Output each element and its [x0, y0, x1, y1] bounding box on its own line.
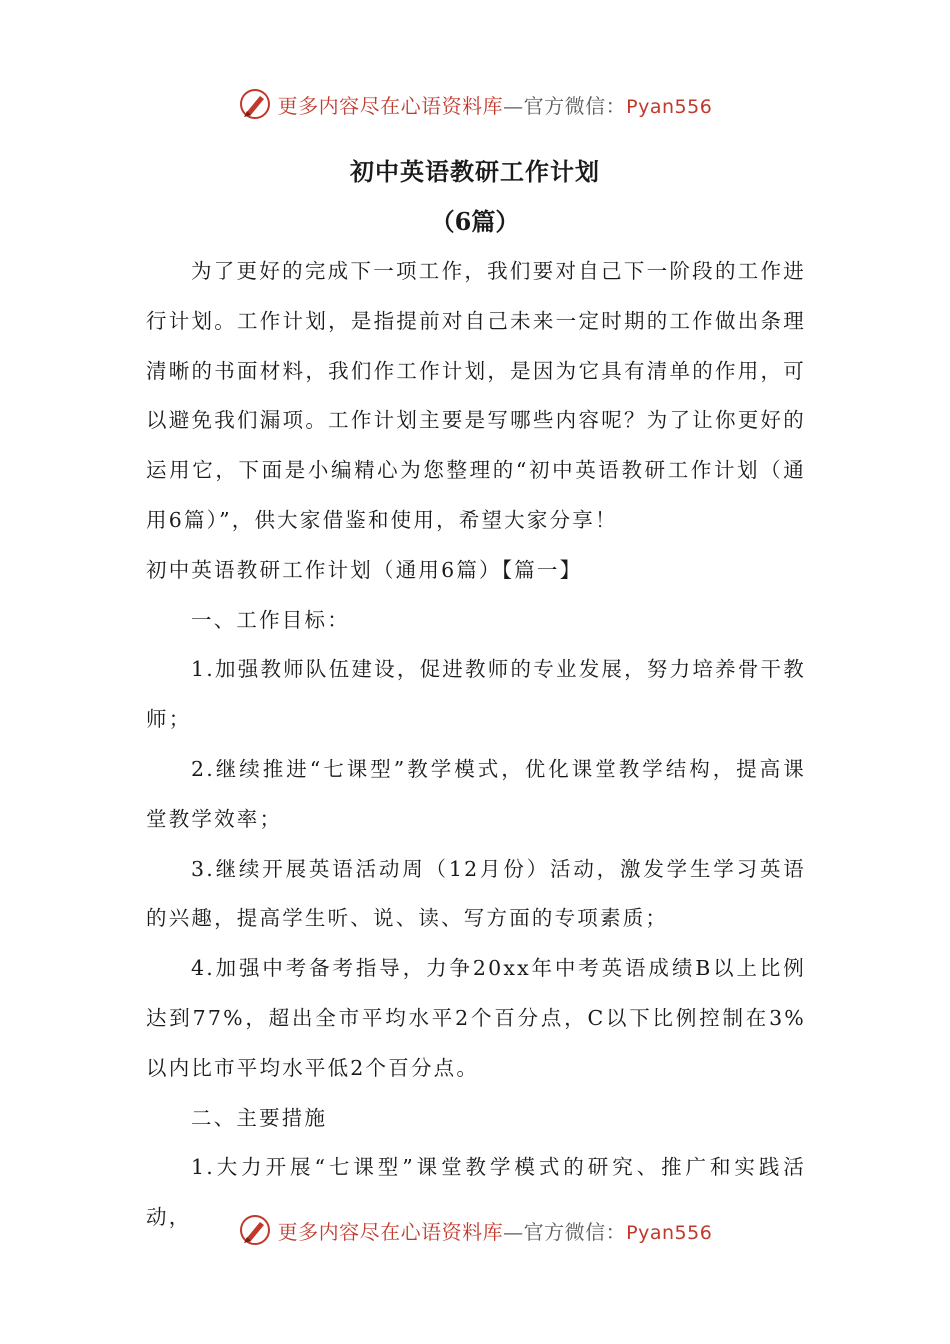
pen-logo-icon: [238, 87, 272, 121]
subheading-goals: 一、工作目标：: [191, 607, 350, 632]
pen-logo-icon: [238, 1213, 272, 1247]
goal-item-2: 2.继续推进“七课型”教学模式，优化课堂教学结构，提高课堂教学效率；: [146, 756, 806, 831]
goal-item-3: 3.继续开展英语活动周（12月份）活动，激发学生学习英语的兴趣，提高学生听、说、读、写方面的专项素质；: [146, 856, 806, 931]
section-heading: 初中英语教研工作计划（通用6篇）【篇一】: [146, 557, 583, 582]
footer-banner: [0, 1210, 950, 1250]
goal-item-1: 1.加强教师队伍建设，促进教师的专业发展，努力培养骨干教师；: [146, 657, 806, 732]
document-subtitle: （6篇）: [430, 207, 520, 236]
subheading-measures: 二、主要措施: [191, 1105, 328, 1130]
document-body: [146, 247, 806, 1243]
goal-item-4: 4.加强中考备考指导，力争20xx年中考英语成绩B以上比例达到77%，超出全市平均水平2个百分点，C以下比例控制在3%以内比市平均水平低2个百分点。: [146, 956, 806, 1080]
measure-item-1: 1.大力开展“七课型”课堂教学模式的研究、推广和实践活动，: [146, 1155, 806, 1230]
banner-text: 更多内容尽在心语资料库—官方微信：Pyan556: [277, 1219, 713, 1244]
banner-text: 更多内容尽在心语资料库—官方微信：Pyan556: [277, 93, 713, 118]
document-title: 初中英语教研工作计划: [350, 157, 600, 186]
header-banner: [0, 84, 950, 124]
intro-paragraph: 为了更好的完成下一项工作，我们要对自己下一阶段的工作进行计划。工作计划，是指提前对自己未来一定时期的工作做出条理清晰的书面材料，我们作工作计划，是因为它具有清单的作用，可以避免我们漏项。工作计划主要是写哪些内容呢？为了让你更好的运用它，下面是小编精心为您整理的“初中英语教研工作计划（通用6篇）”，供大家借鉴和使用，希望大家分享！: [146, 259, 806, 532]
